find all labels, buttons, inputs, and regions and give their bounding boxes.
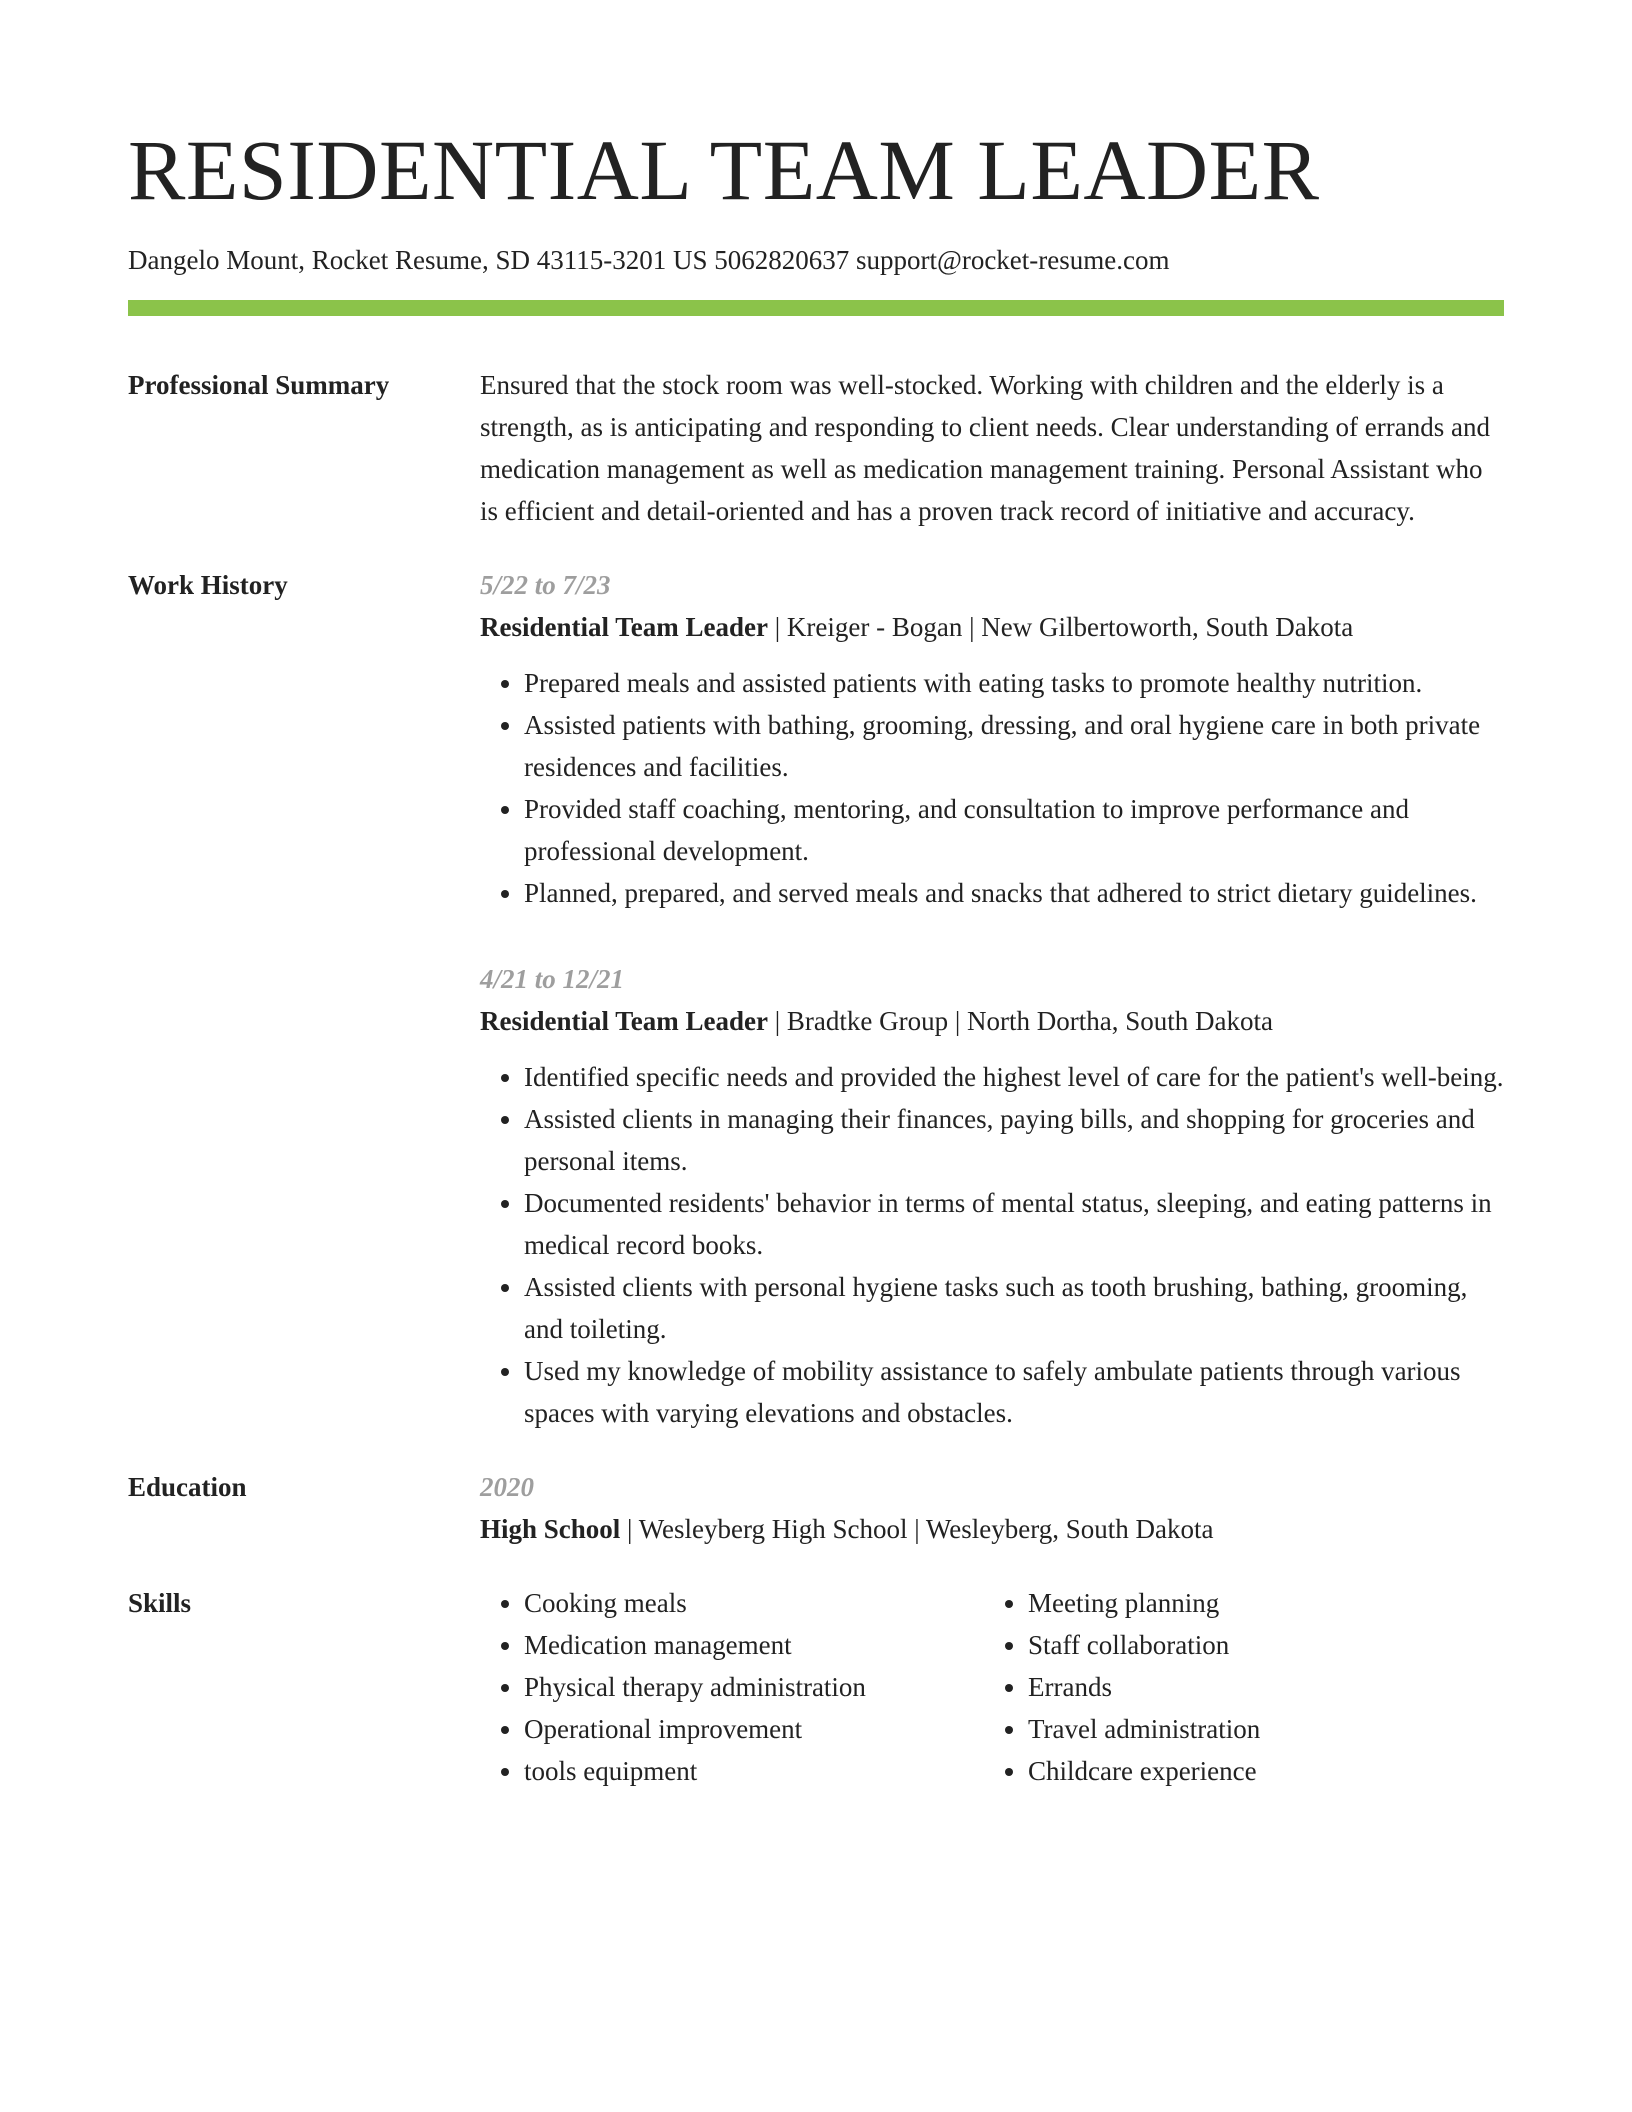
resume-title: RESIDENTIAL TEAM LEADER [128, 122, 1320, 218]
skills-body [480, 1582, 1504, 1792]
skill-item: • Cooking meals [524, 1582, 984, 1624]
skills-section [128, 1582, 1504, 1792]
contact-line [128, 242, 1504, 278]
job-bullet: • Prepared meals and assisted patients with eating tasks to promote healthy nutrition. [524, 662, 1504, 704]
job-bullets [480, 662, 1504, 914]
accent-divider [128, 300, 1504, 316]
skill-item: • Staff collaboration [1028, 1624, 1488, 1666]
skill-item: • Travel administration [1028, 1708, 1488, 1750]
job-bullet: • Provided staff coaching, mentoring, and consultation to improve performance and professional development. [524, 788, 1504, 872]
job-entry [480, 958, 1504, 1434]
job-details: | Kreiger - Bogan | New Gilbertoworth, South Dakota [768, 612, 1354, 642]
education-heading: Education [128, 1472, 247, 1502]
work-history-section [128, 564, 1504, 1434]
skill-item: • Meeting planning [1028, 1582, 1488, 1624]
job-details: | Bradtke Group | North Dortha, South Dakota [768, 1006, 1273, 1036]
summary-heading: Professional Summary [128, 370, 390, 400]
job-title: Residential Team Leader [480, 612, 768, 642]
skill-item: • Errands [1028, 1666, 1488, 1708]
contact-email: support@rocket-resume.com [855, 245, 1170, 275]
job-bullet: • Assisted clients in managing their finances, paying bills, and shopping for groceries and personal items. [524, 1098, 1504, 1182]
education-degree: High School [480, 1514, 621, 1544]
job-bullet: • Assisted clients with personal hygiene tasks such as tooth brushing, bathing, grooming, and toileting. [524, 1266, 1504, 1350]
summary-section [128, 364, 1504, 532]
job-entry [480, 564, 1504, 914]
skills-column-right [984, 1582, 1488, 1792]
skills-column-left [480, 1582, 984, 1792]
job-bullet: • Planned, prepared, and served meals and snacks that adhered to strict dietary guidelines. [524, 872, 1504, 914]
education-body [480, 1466, 1504, 1550]
skill-item: • Operational improvement [524, 1708, 984, 1750]
job-dates: 5/22 to 7/23 [480, 570, 611, 600]
job-bullet: • Identified specific needs and provided the highest level of care for the patient's well-being. [524, 1056, 1504, 1098]
education-year: 2020 [480, 1472, 534, 1502]
job-heading [480, 1000, 1504, 1042]
skill-item: • Childcare experience [1028, 1750, 1488, 1792]
job-bullet: • Used my knowledge of mobility assistance to safely ambulate patients through various spaces with varying elevations and obstacles. [524, 1350, 1504, 1434]
skills-heading: Skills [128, 1588, 192, 1618]
job-title: Residential Team Leader [480, 1006, 768, 1036]
education-heading-line [480, 1508, 1504, 1550]
resume-page [128, 118, 1504, 1792]
job-bullet: • Documented residents' behavior in terms of mental status, sleeping, and eating patterns in medical record books. [524, 1182, 1504, 1266]
summary-text: Ensured that the stock room was well-stocked. Working with children and the elderly is a strength, as is anticipating and responding to client needs. Clear understanding of errands and medication management as well as medication management training. Personal Assistant who is efficient and detail-oriented and has a proven track record of initiative and accuracy. [480, 370, 1490, 526]
contact-name: Dangelo Mount, [128, 245, 305, 275]
contact-phone: 5062820637 [714, 245, 850, 275]
skill-item: • Medication management [524, 1624, 984, 1666]
work-history-heading: Work History [128, 570, 288, 600]
job-heading [480, 606, 1504, 648]
skill-item: • Physical therapy administration [524, 1666, 984, 1708]
job-dates: 4/21 to 12/21 [480, 964, 625, 994]
job-bullet: • Assisted patients with bathing, grooming, dressing, and oral hygiene care in both private residences and facilities. [524, 704, 1504, 788]
education-section [128, 1466, 1504, 1550]
work-history-body [480, 564, 1504, 1434]
skill-item: • tools equipment [524, 1750, 984, 1792]
job-bullets [480, 1056, 1504, 1434]
education-details: | Wesleyberg High School | Wesleyberg, South Dakota [620, 1514, 1214, 1544]
contact-address: Rocket Resume, SD 43115-3201 US [311, 245, 708, 275]
